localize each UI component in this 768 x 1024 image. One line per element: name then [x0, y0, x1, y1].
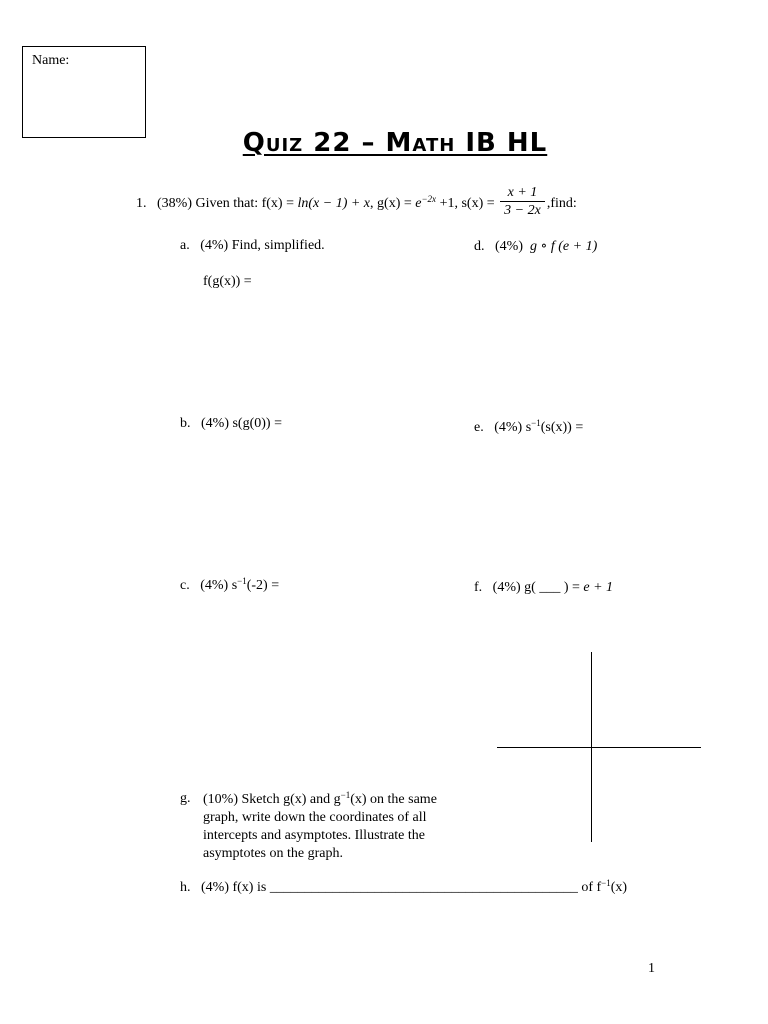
part-h-blank[interactable]: ____________________________________________ — [269, 880, 578, 895]
g-base: e — [415, 196, 422, 212]
part-c-pre: (4%) s — [200, 578, 238, 593]
part-c-sup: −1 — [237, 576, 247, 586]
part-b-text: (4%) s(g(0)) = — [201, 416, 282, 431]
name-label: Name: — [32, 53, 70, 68]
part-c-letter: c. — [180, 578, 190, 593]
part-a-letter: a. — [180, 238, 190, 253]
part-h-post: (x) — [610, 880, 628, 895]
s-label: , s(x) = — [454, 196, 495, 212]
g-label: , g(x) = — [370, 196, 412, 212]
part-e-post: (s(x)) = — [540, 420, 584, 435]
part-a-sub: f(g(x)) = — [203, 274, 252, 289]
part-b — [180, 416, 282, 432]
s-denominator: 3 − 2x — [500, 201, 545, 219]
part-e-sup: −1 — [531, 418, 541, 428]
part-c-post: (-2) = — [246, 578, 280, 593]
part-g-letter: g. — [180, 791, 191, 806]
part-e-pre: (4%) s — [494, 420, 532, 435]
x-axis — [497, 747, 701, 748]
part-h-of: of f — [581, 880, 602, 895]
part-e-letter: e. — [474, 420, 484, 435]
part-a — [180, 238, 325, 254]
part-g — [203, 791, 473, 863]
part-g-post: (x) on the same graph, write down the coordinates of all intercepts and asymptotes. Illustrate the asymptotes on the graph. — [203, 792, 437, 861]
question-given: Given that: f(x) = — [195, 196, 294, 212]
f-expression: ln(x − 1) + x — [297, 196, 371, 212]
part-g-pre: (10%) Sketch g(x) and g — [203, 792, 341, 807]
part-f-expr: e + 1 — [583, 580, 614, 595]
sketch-axes[interactable] — [497, 652, 701, 842]
question-tail: ,find: — [546, 196, 577, 212]
question-1 — [136, 187, 577, 221]
part-h-pre: (4%) f(x) is — [201, 880, 267, 895]
part-g-sup: −1 — [340, 790, 351, 800]
part-h-sup: −1 — [601, 878, 611, 888]
name-box[interactable] — [22, 46, 146, 138]
question-number: 1. — [136, 196, 147, 212]
page-number: 1 — [648, 961, 655, 976]
part-e — [474, 420, 583, 436]
part-a-text: (4%) Find, simplified. — [200, 238, 325, 253]
question-weight: (38%) — [157, 196, 192, 212]
g-exponent: −2x — [421, 194, 437, 205]
s-fraction — [500, 185, 545, 219]
part-d-letter: d. — [474, 239, 485, 254]
part-d-expr: g ∘ f (e + 1) — [530, 239, 598, 254]
part-c — [180, 578, 279, 594]
g-tail: +1 — [439, 196, 455, 212]
s-numerator: x + 1 — [507, 185, 538, 200]
part-h-letter: h. — [180, 880, 191, 895]
part-d — [474, 238, 597, 255]
part-f-pre: (4%) g( ___ ) = — [492, 580, 580, 595]
part-f — [474, 580, 613, 596]
page-title: Quiz 22 – Math IB HL — [242, 128, 548, 158]
part-f-letter: f. — [474, 580, 483, 595]
part-d-pre: (4%) — [495, 239, 523, 254]
part-h — [180, 880, 627, 896]
part-b-letter: b. — [180, 416, 191, 431]
